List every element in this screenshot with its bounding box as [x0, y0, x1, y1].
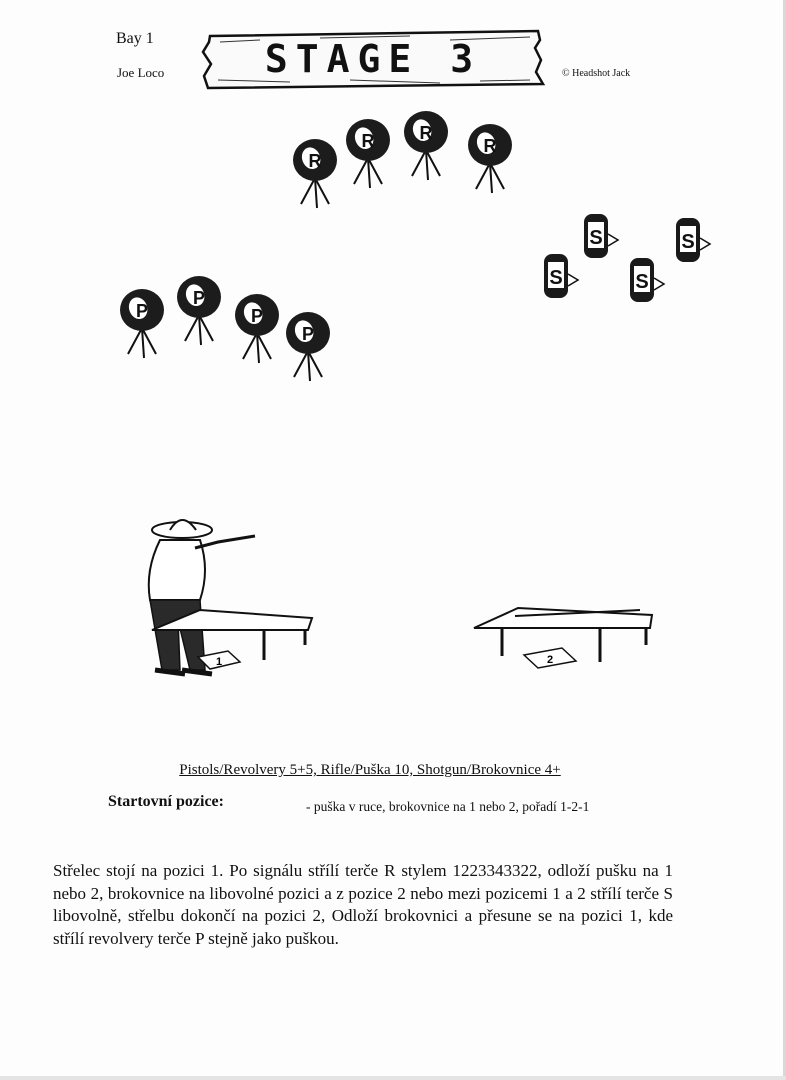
author-name: Joe Loco — [117, 65, 165, 80]
shotgun-target — [584, 214, 618, 258]
pistol-target-label: P — [250, 306, 264, 326]
rifle-target-label: R — [419, 123, 433, 143]
shotgun-target-label: S — [681, 231, 695, 253]
start-position-label: Startovní pozice: — [108, 793, 224, 810]
rifle-target — [404, 111, 448, 180]
rifle-target-label: R — [361, 131, 375, 151]
shotgun-target — [676, 218, 710, 262]
rifle-target — [346, 119, 390, 188]
shotgun-target — [544, 254, 578, 298]
pistol-target — [120, 289, 164, 358]
pistol-target-label: P — [135, 301, 149, 321]
pistol-target-label: P — [192, 288, 206, 308]
stage-title-banner — [200, 28, 546, 90]
page-edge-bottom — [0, 1076, 786, 1080]
rifle-target — [468, 124, 512, 193]
pistol-target — [235, 294, 279, 363]
stage-title: STAGE 3 — [264, 37, 482, 81]
shotgun-target-label: S — [549, 267, 563, 289]
shooter-figure — [149, 520, 255, 674]
rifle-target-label: R — [308, 151, 322, 171]
bay-label: Bay 1 — [116, 30, 154, 47]
equipment-text: Pistols/Revolvery 5+5, Rifle/Puška 10, Shotgun/Brokovnice 4+ — [179, 762, 561, 778]
copyright-text: © Headshot Jack — [562, 68, 631, 79]
equipment-line — [0, 762, 786, 779]
pistol-target-label: P — [301, 324, 315, 344]
shotgun-target-label: S — [635, 271, 649, 293]
shotgun-target-label: S — [589, 227, 603, 249]
pistol-target — [177, 276, 221, 345]
rifle-target — [293, 139, 337, 208]
stage-description: Střelec stojí na pozici 1. Po signálu střílí terče R stylem 1223343322, odloží pušku na 1 nebo 2, brokovnice na libovolné pozici a z pozice 2 nebo mezi pozicemi 1 a 2 střílí terče S libovolně, střelbu dokončí na pozici 2, Odloží brokovnici a přesune se na pozici 1, kde střílí revolvery terče P stejně jako puškou. — [53, 861, 673, 948]
pistol-target — [286, 312, 330, 381]
position-marker-2 — [524, 648, 576, 668]
shotgun-target — [630, 258, 664, 302]
stage-diagram — [0, 100, 786, 700]
rifle-target-label: R — [483, 136, 497, 156]
position-2-label: 2 — [546, 654, 554, 666]
position-1-label: 1 — [215, 656, 223, 668]
start-position-value: - puška v ruce, brokovnice na 1 nebo 2, pořadí 1-2-1 — [306, 799, 590, 814]
